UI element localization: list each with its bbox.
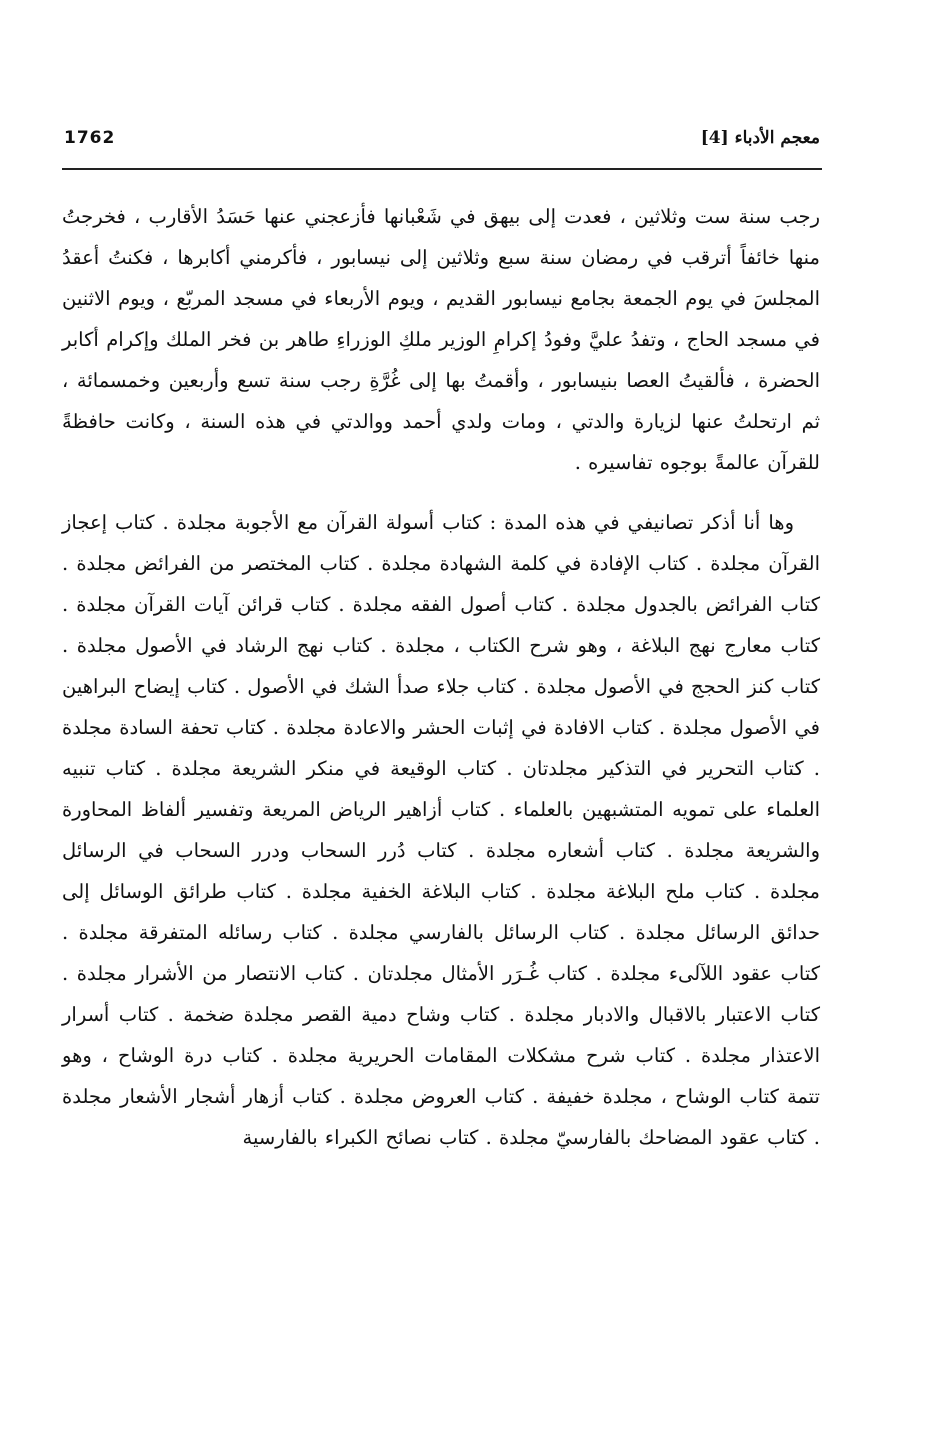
header-divider [62,168,822,170]
page-header [62,128,820,168]
running-title: معجم الأدباء [4] [700,128,820,148]
paragraph-1: رجب سنة ست وثلاثين ، فعدت إلى بيهق في شَعْبانها فأزعجني عنها حَسَدُ الأقارب ، فخرجتُ منها خائفاً أترقب في رمضان سنة سبع وثلاثين إلى نيسابور ، فأكرمني أكابرها ، فكنتُ أعقدُ المجلسَ في يوم الجمعة بجامع نيسابور القديم ، ويوم الأربعاء في مسجد المربّع ، ويوم الاثنين في مسجد الحاج ، وتفدُ عليَّ وفودُ إكرامِ الوزير ملكِ الوزراءِ طاهر بن فخر الملك وإكرام أكابر الحضرة ، فألقيتُ العصا بنيسابور ، وأقمتُ بها إلى غُرَّةِ رجب سنة تسع وأربعين وخمسمائة ، ثم ارتحلتُ عنها لزيارة والدتي ، ومات ولدي أحمد ووالدتي في هذه السنة ، وكانت حافظةً للقرآن عالمةً بوجوه تفاسيره . [62,205,820,474]
main-text [62,196,820,1158]
page-number: 1762 [64,128,116,148]
paragraph-2: وها أنا أذكر تصانيفي في هذه المدة : كتاب أسولة القرآن مع الأجوبة مجلدة . كتاب إعجاز القرآن مجلدة . كتاب الإفادة في كلمة الشهادة مجلدة . كتاب المختصر من الفرائض مجلدة . كتاب الفرائض بالجدول مجلدة . كتاب أصول الفقه مجلدة . كتاب قرائن آيات القرآن مجلدة . كتاب معارج نهج البلاغة ، وهو شرح الكتاب ، مجلدة . كتاب نهج الرشاد في الأصول مجلدة . كتاب كنز الحجج في الأصول مجلدة . كتاب جلاء صدأ الشك في الأصول . كتاب إيضاح البراهين في الأصول مجلدة . كتاب الافادة في إثبات الحشر والاعادة مجلدة . كتاب تحفة السادة مجلدة . كتاب التحرير في التذكير مجلدتان . كتاب الوقيعة في منكر الشريعة مجلدة . كتاب تنبيه العلماء على تمويه المتشبهين بالعلماء . كتاب أزاهير الرياض المريعة وتفسير ألفاظ المحاورة والشريعة مجلدة . كتاب أشعاره مجلدة . كتاب دُرر السحاب ودرر السحاب في الرسائل مجلدة . كتاب ملح البلاغة مجلدة . كتاب البلاغة الخفية مجلدة . كتاب طرائق الوسائل إلى حدائق الرسائل مجلدة . كتاب الرسائل بالفارسي مجلدة . كتاب رسائله المتفرقة مجلدة . كتاب عقود اللآلىء مجلدة . كتاب غُـرَر الأمثال مجلدتان . كتاب الانتصار من الأشرار مجلدة . كتاب الاعتبار بالاقبال والادبار مجلدة . كتاب وشاح دمية القصر مجلدة ضخمة . كتاب أسرار الاعتذار مجلدة . كتاب شرح مشكلات المقامات الحريرية مجلدة . كتاب درة الوشاح ، وهو تتمة كتاب الوشاح ، مجلدة خفيفة . كتاب العروض مجلدة . كتاب أزهار أشجار الأشعار مجلدة . كتاب عقود المضاحك بالفارسيّ مجلدة . كتاب نصائح الكبراء بالفارسية [62,511,820,1149]
paragraph-gap [62,483,820,502]
